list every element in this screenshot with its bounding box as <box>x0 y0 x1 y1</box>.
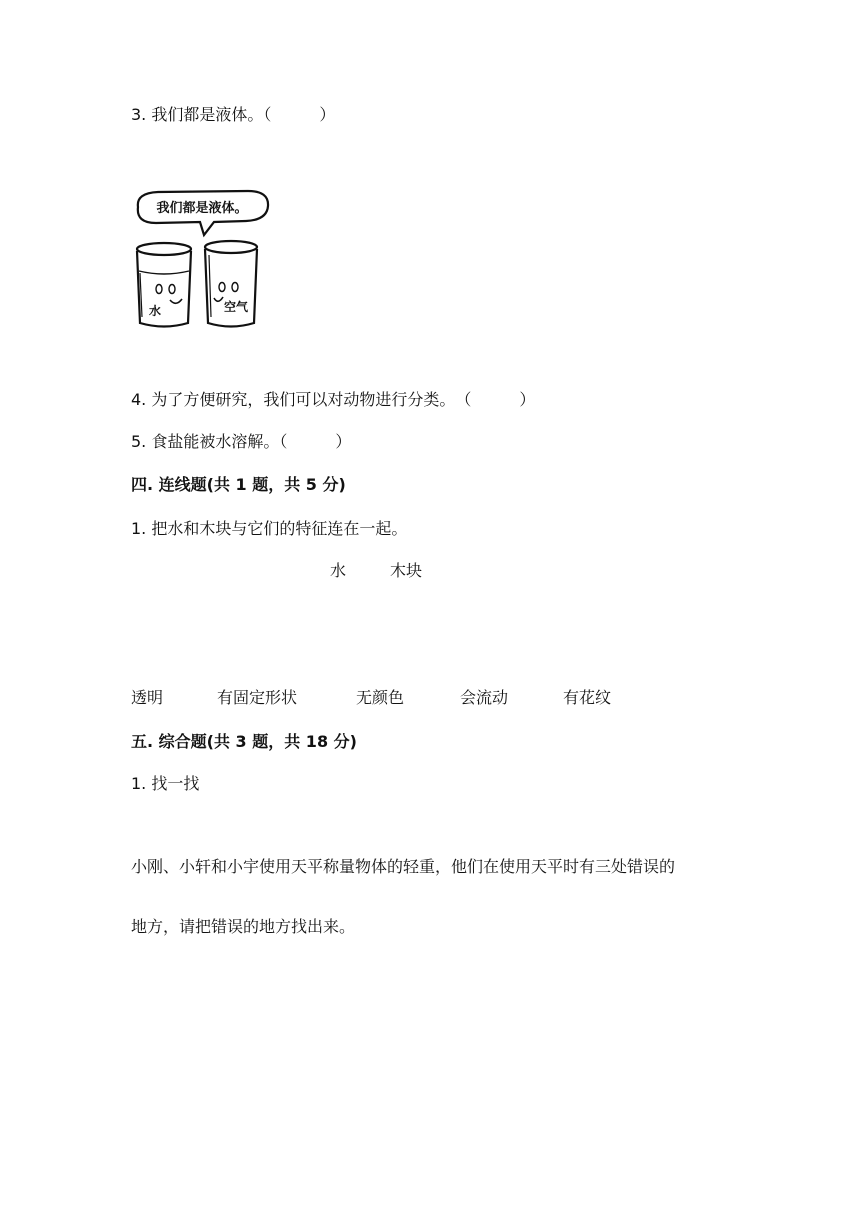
match-feature-flows: 会流动 <box>460 688 509 707</box>
liquid-cups-illustration <box>128 185 278 335</box>
match-item-water: 水 <box>330 561 347 580</box>
section-5-paragraph-line-2: 地方，请把错误的地方找出来。 <box>131 917 356 936</box>
match-feature-transparent: 透明 <box>131 688 164 707</box>
air-cup-label: 空气 <box>223 300 249 314</box>
air-cup <box>205 249 257 327</box>
water-cup <box>137 251 191 327</box>
question-5: 5. 食盐能被水溶解。（ ） <box>131 432 352 451</box>
section-5-title: 五. 综合题(共 3 题，共 18 分) <box>131 732 357 751</box>
section-5-paragraph-line-1: 小刚、小轩和小宇使用天平称量物体的轻重，他们在使用天平时有三处错误的 <box>131 857 676 876</box>
match-item-wood-block: 木块 <box>390 561 423 580</box>
speech-bubble-text: 我们都是液体。 <box>156 201 248 216</box>
match-feature-fixed-shape: 有固定形状 <box>217 688 298 707</box>
question-4: 4. 为了方便研究，我们可以对动物进行分类。 （ ） <box>131 390 536 409</box>
section-5-question-1: 1. 找一找 <box>131 774 200 793</box>
section-4-title: 四. 连线题(共 1 题，共 5 分) <box>131 475 346 494</box>
match-feature-patterned: 有花纹 <box>563 688 612 707</box>
section-4-question-1: 1. 把水和木块与它们的特征连在一起。 <box>131 519 408 538</box>
water-cup-label: 水 <box>148 304 162 318</box>
match-feature-colorless: 无颜色 <box>356 688 405 707</box>
question-3: 3. 我们都是液体。（ ） <box>131 105 336 124</box>
